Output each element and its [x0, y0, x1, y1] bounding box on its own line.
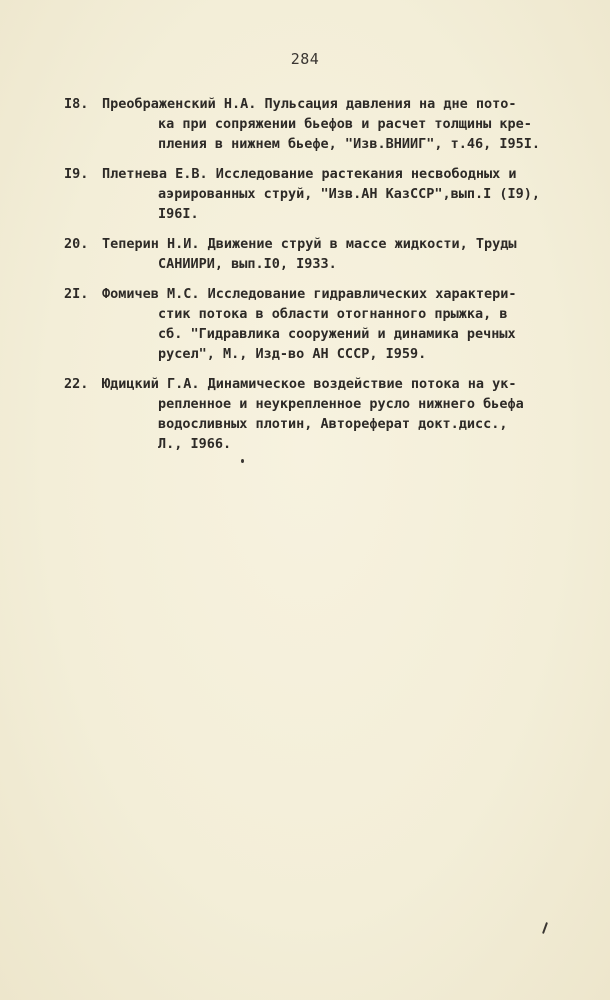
reference-number: 2I.: [64, 286, 89, 302]
reference-item: [64, 94, 584, 154]
reference-line: Теперин Н.И. Движение струй в массе жидкости, Труды: [102, 236, 517, 252]
reference-item: [64, 284, 584, 364]
reference-text: [102, 284, 584, 364]
page-number: 284: [290, 50, 320, 68]
reference-line: САНИИРИ, вып.I0, I933.: [158, 256, 337, 272]
reference-line: Л., I966.: [158, 436, 232, 452]
reference-number: 22.: [64, 376, 89, 392]
reference-text: [102, 374, 584, 454]
reference-line: стик потока в области отогнанного прыжка, в: [158, 306, 508, 322]
reference-item: [64, 234, 584, 274]
reference-text: [102, 234, 584, 274]
reference-line: Плетнева Е.В. Исследование растекания несвободных и: [102, 166, 517, 182]
reference-number: I8.: [64, 96, 89, 112]
reference-text: [102, 94, 584, 154]
reference-number: 20.: [64, 236, 89, 252]
ink-mark: [542, 922, 548, 934]
ink-speck: [241, 459, 244, 463]
reference-line: водосливных плотин, Автореферат докт.дисс.,: [158, 416, 508, 432]
reference-line: Преображенский Н.А. Пульсация давления на дне пото-: [102, 96, 517, 112]
reference-line: ка при сопряжении бьефов и расчет толщины кре-: [158, 116, 532, 132]
reference-text: [102, 164, 584, 224]
reference-number: I9.: [64, 166, 89, 182]
reference-line: сб. "Гидравлика сооружений и динамика речных: [158, 326, 516, 342]
reference-item: [64, 374, 584, 454]
reference-line: I96I.: [158, 206, 199, 222]
reference-line: репленное и неукрепленное русло нижнего бьефа: [158, 396, 524, 412]
reference-line: русел", М., Изд-во АН СССР, I959.: [158, 346, 427, 362]
reference-line: пления в нижнем бьефе, "Изв.ВНИИГ", т.46, I95I.: [158, 136, 541, 152]
reference-list: [64, 94, 584, 464]
reference-line: Фомичев М.С. Исследование гидравлических характери-: [102, 286, 517, 302]
reference-line: Юдицкий Г.А. Динамическое воздействие потока на ук-: [102, 376, 517, 392]
reference-item: [64, 164, 584, 224]
reference-line: аэрированных струй, "Изв.АН КазССР",вып.I (I9),: [158, 186, 541, 202]
